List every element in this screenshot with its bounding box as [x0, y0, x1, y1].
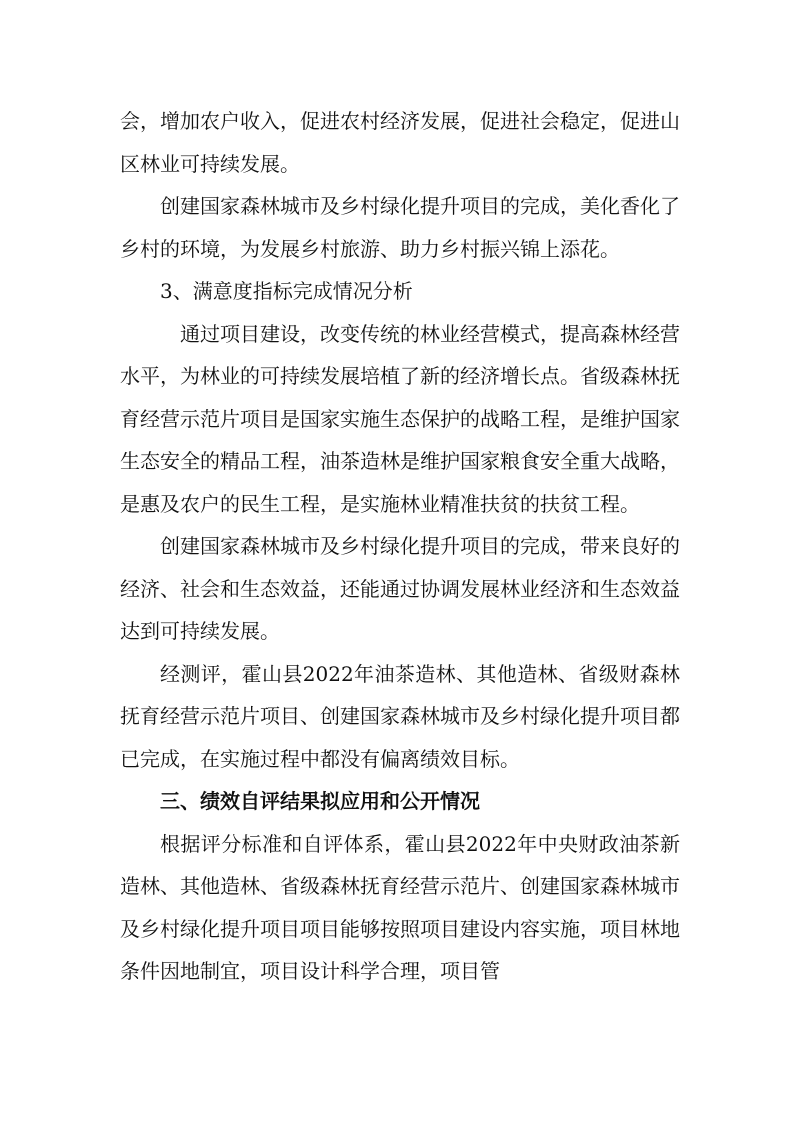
- paragraph-project-construction: 通过项目建设，改变传统的林业经营模式，提高森林经营水平，为林业的可持续发展培植了新的经济增长点。省级森林抚育经营示范片项目是国家实施生态保护的战略工程，是维护国家生态安全的精品工程，油茶造林是维护国家粮食安全重大战略，是惠及农户的民生工程，是实施林业精准扶贫的扶贫工程。: [120, 321, 680, 516]
- paragraph-benefits: 创建国家森林城市及乡村绿化提升项目的完成，带来良好的经济、社会和生态效益，还能通过协调发展林业经济和生态效益达到可持续发展。: [120, 534, 680, 643]
- document-body: [120, 100, 680, 993]
- paragraph-rural-beautification: 创建国家森林城市及乡村绿化提升项目的完成，美化香化了乡村的环境，为发展乡村旅游、助力乡村振兴锦上添花。: [120, 194, 680, 261]
- paragraph-scoring-standards: 根据评分标准和自评体系，霍山县2022年中央财政油茶新造林、其他造林、省级森林抚育经营示范片、创建国家森林城市及乡村绿化提升项目项目能够按照项目建设内容实施，项目林地条件因地制宜，项目设计科学合理，项目管: [120, 831, 680, 983]
- section-heading-results-application: 三、绩效自评结果拟应用和公开情况: [160, 789, 480, 813]
- paragraph-evaluation: 经测评，霍山县2022年油茶造林、其他造林、省级财森林抚育经营示范片项目、创建国家森林城市及乡村绿化提升项目都已完成，在实施过程中都没有偏离绩效目标。: [120, 661, 680, 771]
- subheading-satisfaction-analysis: 3、满意度指标完成情况分析: [160, 279, 413, 303]
- paragraph-continuation: 会，增加农户收入，促进农村经济发展，促进社会稳定，促进山区林业可持续发展。: [120, 109, 680, 176]
